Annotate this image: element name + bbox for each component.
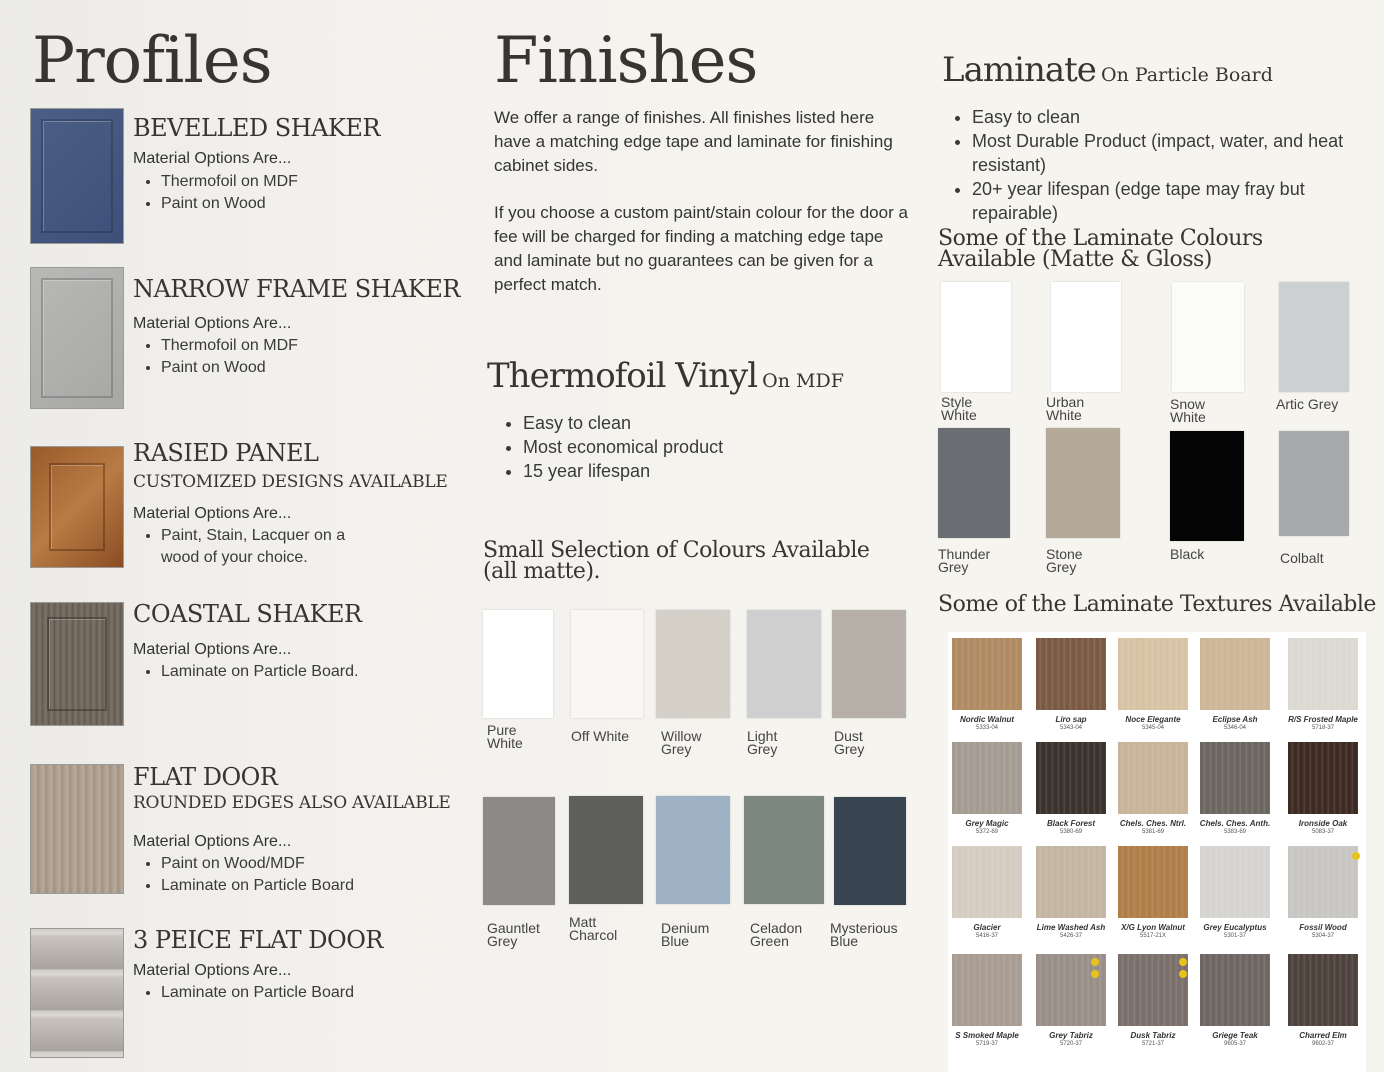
material-option: • Laminate on Particle Board	[161, 982, 371, 1004]
profile-name: NARROW FRAME SHAKER	[133, 275, 460, 303]
feature-item: • 15 year lifespan	[523, 459, 903, 483]
material-options-intro: Material Options Are...	[133, 962, 292, 979]
marker-dot	[1352, 852, 1360, 860]
texture-code: 5517-21X	[1139, 933, 1167, 939]
material-options-list	[133, 661, 371, 683]
profile-name: FLAT DOOR	[133, 763, 278, 791]
material-options-list	[133, 982, 371, 1004]
finishes-title: Finishes	[494, 24, 758, 98]
colour-swatch-label: Willow Grey	[661, 728, 702, 757]
texture-code: 5718-37	[1311, 725, 1335, 731]
colour-swatch-label: Artic Grey	[1276, 396, 1339, 412]
texture-code: 5304-37	[1311, 933, 1335, 939]
texture-name: Eclipse Ash	[1212, 715, 1258, 724]
texture-name: Chels. Ches. Anth.	[1199, 819, 1271, 828]
colour-swatch	[1046, 428, 1120, 538]
laminate-subtitle: On Particle Board	[1101, 64, 1273, 86]
thermofoil-features	[493, 411, 903, 483]
texture-sample	[1036, 638, 1106, 710]
profile-subtitle: CUSTOMIZED DESIGNS AVAILABLE	[133, 472, 448, 492]
colour-swatch	[747, 610, 821, 718]
marker-dot	[1179, 970, 1187, 978]
colour-swatch-label: Pure White	[487, 722, 523, 751]
colour-swatch-label: Mysterious Blue	[830, 920, 898, 949]
colour-swatch-label: Stone Grey	[1046, 546, 1083, 575]
texture-code: 5343-04	[1059, 725, 1083, 731]
texture-name: Dusk Tabriz	[1130, 1031, 1176, 1040]
texture-name: Chels. Ches. Ntrl.	[1119, 819, 1187, 828]
colour-swatch-label: Light Grey	[747, 728, 778, 757]
colour-swatch-label: Snow White	[1170, 396, 1206, 425]
colour-swatch	[941, 282, 1011, 392]
texture-code: 5381-69	[1141, 829, 1165, 835]
colours-title-line: Small Selection of Colours Available	[483, 538, 870, 563]
colour-swatch	[1170, 431, 1244, 541]
colour-swatch-label: Urban White	[1046, 394, 1085, 423]
material-option: • Laminate on Particle Board	[161, 875, 461, 897]
material-option: • Paint, Stain, Lacquer on a wood of your choice.	[161, 525, 386, 569]
texture-code: 5380-69	[1059, 829, 1083, 835]
laminate-heading	[942, 50, 1273, 90]
texture-sample	[1118, 954, 1188, 1026]
colour-swatch-label: Off White	[571, 728, 630, 744]
texture-name: R/S Frosted Maple	[1288, 715, 1358, 724]
colour-swatch-label: Black	[1170, 546, 1205, 562]
texture-sample	[1288, 846, 1358, 918]
colour-swatch-label: Style White	[941, 394, 977, 423]
texture-code: 5083-37	[1311, 829, 1335, 835]
texture-name: S Smoked Maple	[955, 1031, 1019, 1040]
colour-swatch	[1051, 282, 1121, 392]
colour-swatch	[483, 610, 553, 718]
texture-sample	[1200, 742, 1270, 814]
colour-swatch-label: Gauntlet Grey	[487, 920, 540, 949]
colour-swatch-label: Colbalt	[1280, 550, 1324, 566]
texture-sample	[952, 742, 1022, 814]
material-options-intro: Material Options Are...	[133, 833, 292, 850]
texture-name: Fossil Wood	[1299, 923, 1347, 932]
material-option: • Thermofoil on MDF	[161, 171, 461, 193]
coastal-shaker-door-image	[30, 602, 124, 726]
texture-sample	[1036, 846, 1106, 918]
texture-sample	[1118, 742, 1188, 814]
laminate-features	[942, 105, 1384, 225]
thermofoil-colours-title	[483, 540, 913, 582]
laminate-title: Laminate	[942, 50, 1096, 90]
custom-colour-note: If you choose a custom paint/stain colour for the door a fee will be charged for finding a matching edge tape and laminate but no guarantees can be given for a perfect match.	[494, 203, 908, 294]
raised-panel-door-image	[30, 446, 124, 568]
material-option: • Paint on Wood	[161, 357, 461, 379]
texture-sample	[952, 846, 1022, 918]
texture-name: X/G Lyon Walnut	[1121, 923, 1185, 932]
colour-swatch-label: Thunder Grey	[938, 546, 991, 575]
laminate-colours-title	[938, 228, 1358, 270]
profile-name: RASIED PANEL	[133, 439, 319, 467]
colour-swatch	[832, 610, 906, 718]
texture-sample	[1288, 742, 1358, 814]
bevelled-shaker-door-image	[30, 108, 124, 244]
feature-item: • Easy to clean	[523, 411, 903, 435]
texture-sample	[1200, 846, 1270, 918]
colour-swatch	[571, 610, 643, 718]
feature-item: • Most Durable Product (impact, water, and heat resistant)	[972, 129, 1384, 177]
colour-swatch	[569, 796, 643, 904]
texture-sample	[1288, 638, 1358, 710]
profiles-title: Profiles	[32, 24, 272, 98]
texture-name: Glacier	[973, 923, 1001, 932]
texture-name: Grey Tabriz	[1049, 1031, 1093, 1040]
material-options-intro: Material Options Are...	[133, 505, 292, 522]
material-option: • Thermofoil on MDF	[161, 335, 461, 357]
texture-code: 9605-37	[1223, 1041, 1247, 1047]
profile-name: COASTAL SHAKER	[133, 600, 362, 628]
laminate-textures-panel	[948, 632, 1366, 1072]
colour-swatch	[1279, 431, 1349, 536]
colour-swatch	[483, 797, 555, 905]
colour-swatch-label: Matt Charcol	[569, 914, 618, 943]
texture-name: Black Forest	[1046, 819, 1096, 828]
texture-name: Grey Eucalyptus	[1203, 923, 1267, 932]
profile-name: BEVELLED SHAKER	[133, 114, 380, 142]
colour-swatch-label: Dust Grey	[834, 728, 865, 757]
material-option: • Paint on Wood	[161, 193, 461, 215]
material-options-list	[133, 171, 461, 215]
texture-name: Noce Elegante	[1125, 715, 1181, 724]
material-options-intro: Material Options Are...	[133, 150, 292, 167]
texture-sample	[952, 638, 1022, 710]
texture-sample	[952, 954, 1022, 1026]
thermofoil-heading	[487, 356, 844, 396]
marker-dot	[1091, 958, 1099, 966]
texture-sample	[1118, 846, 1188, 918]
texture-sample	[1200, 638, 1270, 710]
colours-title-line: Available (Matte & Gloss)	[938, 247, 1212, 272]
texture-sample	[1118, 638, 1188, 710]
texture-sample	[1036, 742, 1106, 814]
material-options-intro: Material Options Are...	[133, 641, 292, 658]
texture-code: 5345-04	[1141, 725, 1165, 731]
texture-code: 5301-37	[1223, 933, 1247, 939]
texture-code: 5372-69	[975, 829, 999, 835]
colour-swatch	[744, 796, 824, 904]
texture-name: Ironside Oak	[1298, 819, 1348, 828]
material-options-list	[133, 853, 461, 897]
colour-swatch	[1172, 282, 1244, 392]
colours-title-line: (all matte).	[483, 559, 601, 584]
texture-code: 5333-04	[975, 725, 999, 731]
texture-code: 5346-04	[1223, 725, 1247, 731]
texture-name: Charred Elm	[1299, 1031, 1347, 1040]
laminate-textures-title: Some of the Laminate Textures Available	[938, 592, 1376, 617]
colour-swatch	[656, 610, 730, 718]
texture-code: 5721-37	[1141, 1041, 1165, 1047]
colour-swatch-label: Celadon Green	[750, 920, 803, 949]
texture-sample	[1200, 954, 1270, 1026]
profile-subtitle: ROUNDED EDGES ALSO AVAILABLE	[133, 793, 451, 813]
colour-swatch-label: Denium Blue	[661, 920, 710, 949]
texture-code: 5720-37	[1059, 1041, 1083, 1047]
texture-code: 5416-37	[975, 933, 999, 939]
flat-door-image	[30, 764, 124, 894]
marker-dot	[1091, 970, 1099, 978]
texture-name: Liro sap	[1055, 715, 1087, 724]
material-options-list	[133, 525, 386, 569]
material-options-list	[133, 335, 461, 379]
colour-swatch	[834, 797, 906, 905]
feature-item: • 20+ year lifespan (edge tape may fray but repairable)	[972, 177, 1384, 225]
texture-sample	[1288, 954, 1358, 1026]
feature-item: • Easy to clean	[972, 105, 1384, 129]
colour-swatch	[938, 428, 1010, 538]
thermofoil-subtitle: On MDF	[762, 370, 844, 392]
narrow-frame-shaker-door-image	[30, 267, 124, 409]
colour-swatch	[1279, 282, 1349, 392]
finishes-intro-paragraph: We offer a range of finishes. All finishes listed here have a matching edge tape and laminate for finishing cabinet sides.	[494, 108, 893, 175]
texture-name: Griege Teak	[1212, 1031, 1258, 1040]
material-options-intro: Material Options Are...	[133, 315, 292, 332]
material-option: • Paint on Wood/MDF	[161, 853, 461, 875]
texture-name: Nordic Walnut	[959, 715, 1015, 724]
texture-code: 5426-37	[1059, 933, 1083, 939]
texture-code: 5719-37	[975, 1041, 999, 1047]
material-option: • Laminate on Particle Board.	[161, 661, 371, 683]
texture-code: 9602-37	[1311, 1041, 1335, 1047]
colour-swatch	[656, 796, 730, 904]
texture-name: Lime Washed Ash	[1036, 923, 1106, 932]
marker-dot	[1179, 958, 1187, 966]
feature-item: • Most economical product	[523, 435, 903, 459]
texture-name: Grey Magic	[965, 819, 1009, 828]
texture-code: 5383-69	[1223, 829, 1247, 835]
profile-name: 3 PEICE FLAT DOOR	[133, 926, 383, 954]
colours-title-line: Some of the Laminate Colours	[938, 226, 1263, 251]
three-piece-flat-door-image	[30, 928, 124, 1058]
thermofoil-title: Thermofoil Vinyl	[487, 356, 758, 396]
